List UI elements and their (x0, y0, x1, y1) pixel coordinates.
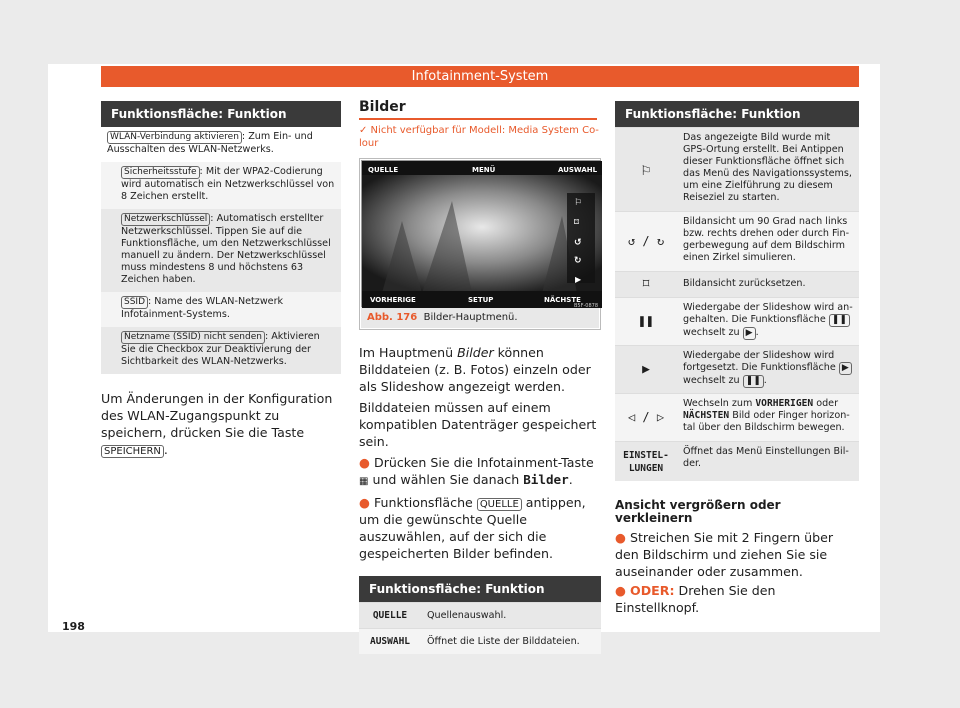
mid-table-head: Funktionsfläche: Funktion (359, 576, 601, 602)
bullet: ● Funktionsfläche QUELLE antippen, um die gewünschte Quelle auszuwählen, auf der sich die gespeicherten Bilder befinden. (359, 495, 586, 561)
figure-caption: Abb. 176 Bilder-Hauptmenü. (361, 307, 599, 328)
naechste-button[interactable]: NÄCHSTE (544, 296, 581, 304)
pause-icon: ❚❚ (829, 314, 850, 327)
middle-column (359, 101, 601, 654)
reset-view-icon: ⌑ (642, 277, 650, 292)
table-row: Netzname (SSID) nicht senden : Aktivieren Sie die Checkbox zur Deaktivierung der Sichtbarkeit des WLAN-Netzwerks. (101, 327, 341, 374)
right-table (615, 101, 859, 481)
table-row: WLAN-Verbindung aktivieren : Zum Ein- und Ausschalten des WLAN-Netzwerks. (107, 131, 313, 155)
table-row: ↺ / ↻ Bildansicht um 90 Grad nach links bzw. rechts drehen oder durch Fingerbewegung auf dem Bildschirm einen Zirkel simulieren. (615, 211, 859, 271)
left-column (101, 101, 341, 458)
vorherige-button[interactable]: VORHERIGE (370, 296, 416, 304)
screen-image (361, 160, 601, 307)
table-row: ❚❚ Wiedergabe der Slideshow wird angehalten. Die Funktionsfläche ❚❚ wechselt zu ▶ . (615, 297, 859, 345)
prev-next-icon: ◁ / ▷ (627, 410, 665, 424)
table-row: Netzwerkschlüssel : Automatisch erstellter Netzwerkschlüssel. Tippen Sie auf die Funktionsfläche, um den Netzwerkschlüssel manuell zu ändern. Der Netzwerkschlüssel muss mindestens 8 und höchstens 63 Zeichen haben. (101, 209, 341, 292)
table-row: ▶ Wiedergabe der Slideshow wird fortgesetzt. Die Funktionsfläche ▶ wechselt zu ❚❚ . (615, 345, 859, 393)
availability-note: ✓ Nicht verfügbar für Modell: Media System Colour (359, 125, 599, 149)
table-row: ⚐ Das angezeigte Bild wurde mit GPS-Ortung erstellt. Bei Antippen dieser Funktionsfläche öffnet sich das Menü des Navigationssystems, um eine Zielführung zu diesem Reiseziel zu starten. (615, 127, 859, 211)
table-row: ◁ / ▷ Wechseln zum VORHERIGEN oder NÄCHSTEN Bild oder Finger horizontal über den Bildschirm bewegen. (615, 393, 859, 441)
setup-button[interactable]: SETUP (468, 296, 494, 304)
bullet: ● Drücken Sie die Infotainment-Taste ▦ und wählen Sie danach Bilder. (359, 455, 594, 487)
bullet: ● ODER: Drehen Sie den Einstellknopf. (615, 583, 776, 615)
table-row: Sicherheitsstufe : Mit der WPA2-Codierung wird automatisch ein Netzwerkschlüssel von 8 Zeichen erstellt. (101, 162, 341, 209)
zoom-title: Ansicht vergrößern oder verkleinern (615, 498, 781, 525)
flag-icon: ⚐ (641, 160, 651, 179)
reset-view-icon[interactable]: ⌑ (574, 218, 579, 228)
table-row: SSID : Name des WLAN-Netzwerk Infotainment-Systems. (101, 292, 341, 327)
section-title: Bilder (359, 101, 597, 120)
figure (359, 158, 601, 330)
table-row: EINSTEL- LUNGEN Öffnet das Menü Einstellungen Bilder. (615, 441, 859, 481)
rotate-left-icon[interactable]: ↺ (574, 238, 582, 248)
flag-icon[interactable]: ⚐ (574, 198, 583, 208)
menu-button[interactable]: MENÜ (472, 166, 496, 174)
bullet: ● Streichen Sie mit 2 Fingern über den Bildschirm und ziehen Sie sie auseinander oder zusammen. (615, 530, 834, 579)
play-icon[interactable]: ▶ (575, 275, 582, 284)
figure-code: B5F-0878 (574, 303, 599, 309)
mid-table (359, 576, 601, 654)
play-icon: ▶ (839, 362, 852, 375)
paragraph: Bilddateien müssen auf einem kompatiblen Datenträger gespeichert sein. (359, 400, 597, 449)
right-table-head: Funktionsfläche: Funktion (615, 101, 859, 127)
cathedral-photo (362, 161, 602, 308)
rotate-right-icon[interactable]: ↻ (574, 256, 582, 266)
auswahl-button[interactable]: AUSWAHL (558, 166, 598, 174)
table-row: AUSWAHL Öffnet die Liste der Bilddateien. (359, 628, 601, 654)
right-column (615, 101, 859, 616)
table-row: QUELLE Quellenauswahl. (359, 602, 601, 628)
menu-grid-icon: ▦ (359, 476, 369, 487)
save-paragraph: Um Änderungen in der Konfiguration des WLAN-Zugangspunkt zu speichern, drücken Sie die Taste SPEICHERN . (101, 391, 333, 457)
play-icon: ▶ (642, 362, 650, 377)
quelle-button[interactable]: QUELLE (368, 166, 399, 174)
play-icon: ▶ (743, 327, 756, 340)
pause-icon: ❚❚ (638, 314, 654, 329)
rotate-icon: ↺ / ↻ (627, 234, 665, 248)
header-title: Infotainment-System (101, 66, 859, 87)
page-number: 198 (62, 620, 85, 633)
pause-icon: ❚❚ (743, 375, 764, 388)
table-row: ⌑ Bildansicht zurücksetzen. (615, 271, 859, 297)
left-table-head: Funktionsfläche: Funktion (101, 101, 341, 127)
paragraph: Im Hauptmenü Bilder können Bilddateien (z. B. Fotos) einzeln oder als Slideshow angezeigt werden. (359, 345, 591, 394)
